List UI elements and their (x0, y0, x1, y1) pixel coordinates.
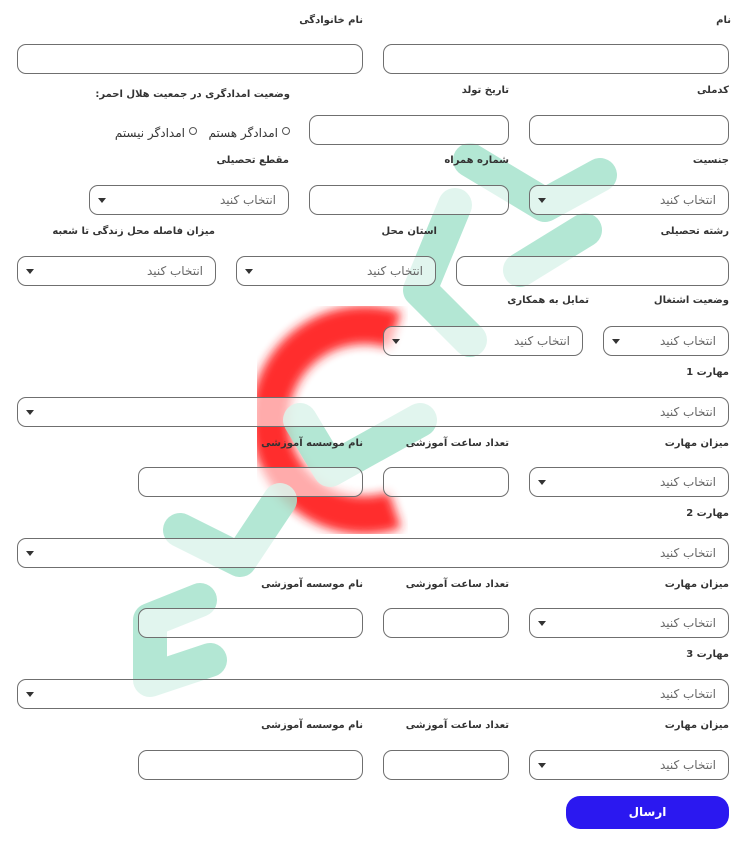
submit-button[interactable]: ارسال (566, 796, 729, 829)
select-placeholder: انتخاب کنید (659, 334, 716, 348)
select-placeholder: انتخاب کنید (659, 546, 716, 560)
select-placeholder: انتخاب کنید (659, 758, 716, 772)
chevron-down-icon (26, 269, 34, 274)
skill-3-institute-label: نام موسسه آموزشی (261, 720, 363, 731)
distance-label: میزان فاصله محل زندگی تا شعبه (52, 226, 215, 237)
skill-3-select[interactable] (17, 679, 729, 709)
select-placeholder: انتخاب کنید (659, 616, 716, 630)
national-code-input[interactable] (529, 115, 729, 145)
field-of-study-label: رشته تحصیلی (660, 226, 729, 237)
select-placeholder: انتخاب کنید (659, 475, 716, 489)
skill-3-hours-label: تعداد ساعت آموزشی (405, 720, 509, 731)
province-label: استان محل (381, 226, 437, 237)
first-name-input[interactable] (383, 44, 729, 74)
select-placeholder: انتخاب کنید (659, 687, 716, 701)
chevron-down-icon (538, 621, 546, 626)
mobile-label: شماره همراه (444, 155, 509, 166)
skill-2-institute-input[interactable] (138, 608, 363, 638)
distance-select[interactable] (17, 256, 216, 286)
skill-1-hours-label: تعداد ساعت آموزشی (405, 438, 509, 449)
select-placeholder: انتخاب کنید (146, 264, 203, 278)
aid-status-label: وضعیت امدادگری در جمعیت هلال احمر: (95, 89, 290, 100)
skill-3-hours-input[interactable] (383, 750, 509, 780)
skill-1-level-label: میزان مهارت (664, 438, 729, 449)
skill-3-title: مهارت 3 (686, 649, 729, 660)
birth-date-input[interactable] (309, 115, 509, 145)
radio-circle-icon (282, 127, 290, 135)
education-level-label: مقطع تحصیلی (216, 155, 289, 166)
cooperation-select[interactable] (383, 326, 583, 356)
chevron-down-icon (538, 763, 546, 768)
skill-2-level-label: میزان مهارت (664, 579, 729, 590)
cooperation-label: تمایل به همکاری (507, 295, 589, 306)
chevron-down-icon (26, 692, 34, 697)
skill-1-title: مهارت 1 (686, 367, 729, 378)
skill-1-institute-input[interactable] (138, 467, 363, 497)
select-placeholder: انتخاب کنید (659, 405, 716, 419)
skill-2-level-select[interactable] (529, 608, 729, 638)
chevron-down-icon (26, 410, 34, 415)
last-name-input[interactable] (17, 44, 363, 74)
last-name-label: نام خانوادگی (299, 15, 363, 26)
chevron-down-icon (392, 339, 400, 344)
skill-3-institute-input[interactable] (138, 750, 363, 780)
skill-3-level-label: میزان مهارت (664, 720, 729, 731)
aid-yes-radio[interactable] (208, 126, 290, 140)
skill-2-title: مهارت 2 (686, 508, 729, 519)
aid-no-label: امدادگر نیستم (114, 126, 185, 140)
employment-label: وضعیت اشتغال (653, 295, 729, 306)
skill-1-select[interactable] (17, 397, 729, 427)
chevron-down-icon (612, 339, 620, 344)
select-placeholder: انتخاب کنید (219, 193, 276, 207)
skill-2-hours-input[interactable] (383, 608, 509, 638)
employment-select[interactable] (603, 326, 729, 356)
national-code-label: کدملی (697, 85, 729, 96)
chevron-down-icon (538, 480, 546, 485)
skill-1-institute-label: نام موسسه آموزشی (261, 438, 363, 449)
chevron-down-icon (245, 269, 253, 274)
aid-no-radio[interactable] (115, 126, 197, 140)
chevron-down-icon (98, 198, 106, 203)
gender-select[interactable] (529, 185, 729, 215)
chevron-down-icon (26, 551, 34, 556)
skill-2-institute-label: نام موسسه آموزشی (261, 579, 363, 590)
radio-circle-icon (189, 127, 197, 135)
chevron-down-icon (538, 198, 546, 203)
select-placeholder: انتخاب کنید (513, 334, 570, 348)
skill-1-hours-input[interactable] (383, 467, 509, 497)
select-placeholder: انتخاب کنید (659, 193, 716, 207)
aid-yes-label: امدادگر هستم (208, 126, 278, 140)
select-placeholder: انتخاب کنید (366, 264, 423, 278)
skill-1-level-select[interactable] (529, 467, 729, 497)
skill-3-level-select[interactable] (529, 750, 729, 780)
skill-2-hours-label: تعداد ساعت آموزشی (405, 579, 509, 590)
birth-date-label: تاریخ تولد (461, 85, 509, 96)
skill-2-select[interactable] (17, 538, 729, 568)
field-of-study-input[interactable] (456, 256, 729, 286)
education-level-select[interactable] (89, 185, 289, 215)
mobile-input[interactable] (309, 185, 509, 215)
province-select[interactable] (236, 256, 436, 286)
gender-label: جنسیت (692, 155, 729, 166)
first-name-label: نام (716, 15, 731, 26)
